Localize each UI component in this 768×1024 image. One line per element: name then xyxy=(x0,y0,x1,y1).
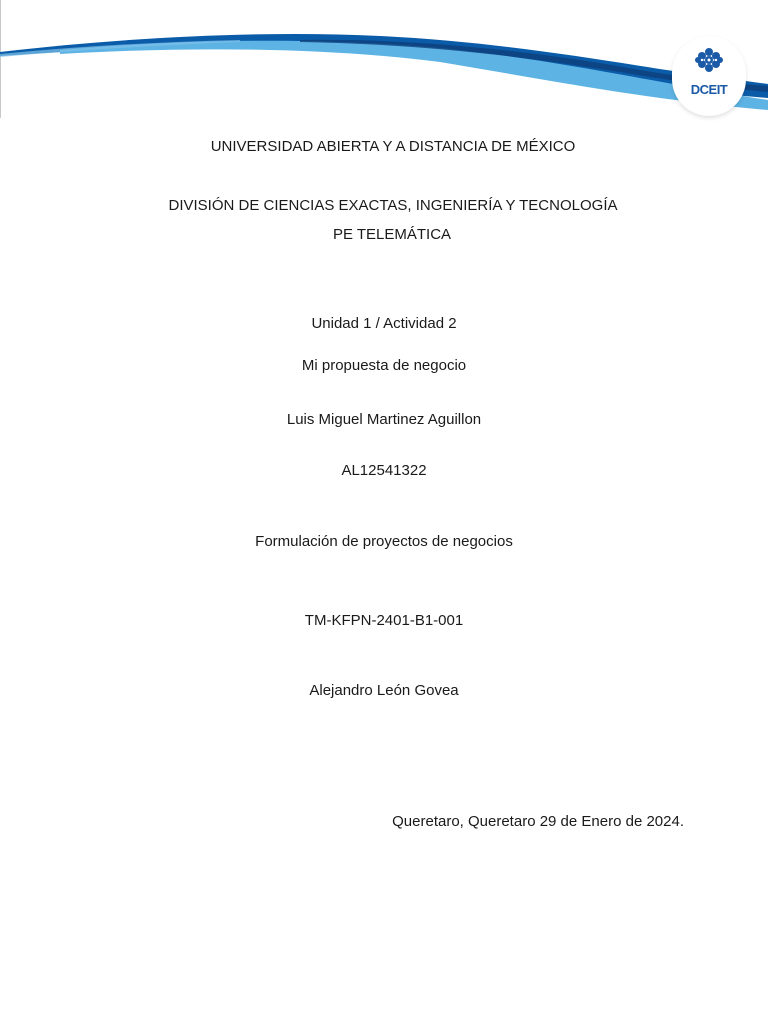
unit-activity: Unidad 1 / Actividad 2 xyxy=(311,315,457,332)
place-and-date: Queretaro, Queretaro 29 de Enero de 2024. xyxy=(392,813,684,830)
student-id: AL12541322 xyxy=(341,462,427,479)
university-name: UNIVERSIDAD ABIERTA Y A DISTANCIA DE MÉXICO xyxy=(210,138,576,155)
hexagon-cluster-icon xyxy=(672,36,746,116)
dceit-logo xyxy=(672,36,746,116)
student-name: Luis Miguel Martinez Aguillon xyxy=(286,411,482,428)
header-wave-banner xyxy=(0,0,768,120)
group-code: TM-KFPN-2401-B1-001 xyxy=(304,612,464,629)
document-title: Mi propuesta de negocio xyxy=(301,357,467,374)
teacher-name: Alejandro León Govea xyxy=(309,682,459,699)
logo-label: DCEIT xyxy=(690,82,728,97)
course-name: Formulación de proyectos de negocios xyxy=(255,533,513,550)
program-name: PE TELEMÁTICA xyxy=(332,226,452,243)
division-name: DIVISIÓN DE CIENCIAS EXACTAS, INGENIERÍA Y TECNOLOGÍA xyxy=(168,197,618,214)
